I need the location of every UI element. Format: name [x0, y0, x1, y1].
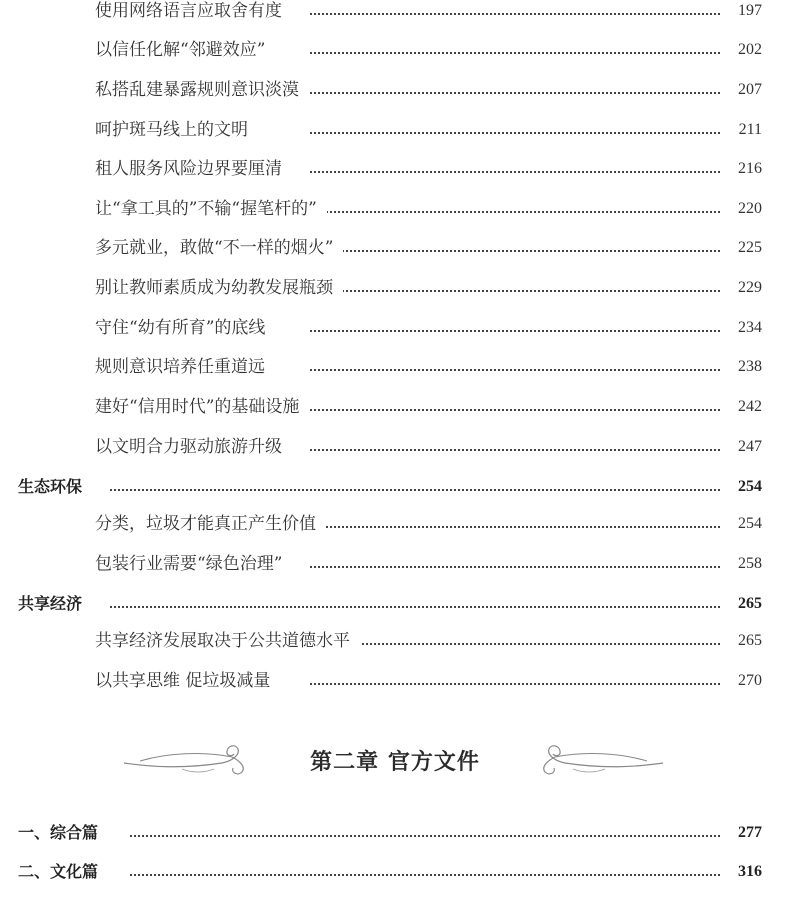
- dot-leader: [310, 13, 720, 15]
- entry-title: 共享经济发展取决于公共道德水平: [95, 628, 360, 654]
- entry-title: 呵护斑马线上的文明: [95, 117, 258, 143]
- entry-page: 220: [728, 196, 762, 222]
- part-title: 二、文化篇: [18, 859, 108, 885]
- section-page: 265: [728, 591, 762, 617]
- toc-entry[interactable]: [0, 354, 790, 380]
- entry-page: 197: [728, 0, 762, 24]
- dot-leader: [110, 606, 720, 608]
- dot-leader: [310, 566, 720, 568]
- entry-title: 分类，垃圾才能真正产生价值: [95, 511, 326, 537]
- entry-title: 建好“信用时代”的基础设施: [95, 394, 309, 420]
- toc-entry[interactable]: [0, 668, 790, 694]
- entry-page: 216: [728, 156, 762, 182]
- right-ornament-icon: [535, 743, 665, 777]
- entry-title: 以文明合力驱动旅游升级: [95, 434, 292, 460]
- entry-page: 265: [728, 628, 762, 654]
- entry-title: 以共享思维 促垃圾减量: [95, 668, 280, 694]
- dot-leader: [310, 290, 720, 292]
- dot-leader: [310, 369, 720, 371]
- toc-section[interactable]: [0, 474, 790, 500]
- toc-entry[interactable]: [0, 511, 790, 537]
- entry-title: 以信任化解“邻避效应”: [95, 37, 275, 63]
- dot-leader: [310, 92, 720, 94]
- dot-leader: [130, 874, 720, 876]
- dot-leader: [310, 526, 720, 528]
- entry-title: 租人服务风险边界要厘清: [95, 156, 292, 182]
- section-title: 生态环保: [18, 474, 92, 500]
- dot-leader: [130, 835, 720, 837]
- dot-leader: [310, 643, 720, 645]
- dot-leader: [310, 250, 720, 252]
- toc-entry[interactable]: [0, 0, 790, 24]
- entry-page: 234: [728, 315, 762, 341]
- toc-entry[interactable]: [0, 275, 790, 301]
- section-title: 共享经济: [18, 591, 92, 617]
- dot-leader: [110, 489, 720, 491]
- toc-entry[interactable]: [0, 156, 790, 182]
- toc-part[interactable]: [0, 820, 790, 846]
- toc-entry[interactable]: [0, 315, 790, 341]
- toc-entry[interactable]: [0, 117, 790, 143]
- toc-entry[interactable]: [0, 394, 790, 420]
- entry-title: 规则意识培养任重道远: [95, 354, 275, 380]
- entry-page: 247: [728, 434, 762, 460]
- dot-leader: [310, 330, 720, 332]
- toc-part[interactable]: [0, 859, 790, 885]
- dot-leader: [310, 683, 720, 685]
- toc-section[interactable]: [0, 591, 790, 617]
- toc-entry[interactable]: [0, 551, 790, 577]
- dot-leader: [310, 52, 720, 54]
- entry-page: 254: [728, 511, 762, 537]
- entry-page: 211: [729, 117, 762, 143]
- entry-title: 守住“幼有所育”的底线: [95, 315, 275, 341]
- dot-leader: [310, 449, 720, 451]
- entry-page: 270: [728, 668, 762, 694]
- entry-page: 242: [728, 394, 762, 420]
- entry-title: 包装行业需要“绿色治理”: [95, 551, 292, 577]
- section-page: 254: [728, 474, 762, 500]
- entry-page: 202: [728, 37, 762, 63]
- part-page: 316: [728, 859, 762, 885]
- toc-entry[interactable]: [0, 37, 790, 63]
- toc-entry[interactable]: [0, 196, 790, 222]
- toc-entry[interactable]: [0, 434, 790, 460]
- dot-leader: [310, 132, 720, 134]
- entry-page: 225: [728, 235, 762, 261]
- dot-leader: [310, 171, 720, 173]
- toc-entry[interactable]: [0, 235, 790, 261]
- entry-title: 让“拿工具的”不输“握笔杆的”: [95, 196, 327, 222]
- chapter-title: 第二章 官方文件: [310, 749, 480, 775]
- dot-leader: [310, 409, 720, 411]
- entry-title: 多元就业，敢做“不一样的烟火”: [95, 235, 343, 261]
- toc-entry[interactable]: [0, 628, 790, 654]
- chapter-heading: [0, 735, 790, 785]
- part-title: 一、综合篇: [18, 820, 108, 846]
- entry-title: 私搭乱建暴露规则意识淡漠: [95, 77, 309, 103]
- part-page: 277: [728, 820, 762, 846]
- entry-title: 使用网络语言应取舍有度: [95, 0, 292, 24]
- toc-entry[interactable]: [0, 77, 790, 103]
- entry-title: 别让教师素质成为幼教发展瓶颈: [95, 275, 343, 301]
- entry-page: 258: [728, 551, 762, 577]
- entry-page: 207: [728, 77, 762, 103]
- entry-page: 238: [728, 354, 762, 380]
- dot-leader: [310, 211, 720, 213]
- entry-page: 229: [728, 275, 762, 301]
